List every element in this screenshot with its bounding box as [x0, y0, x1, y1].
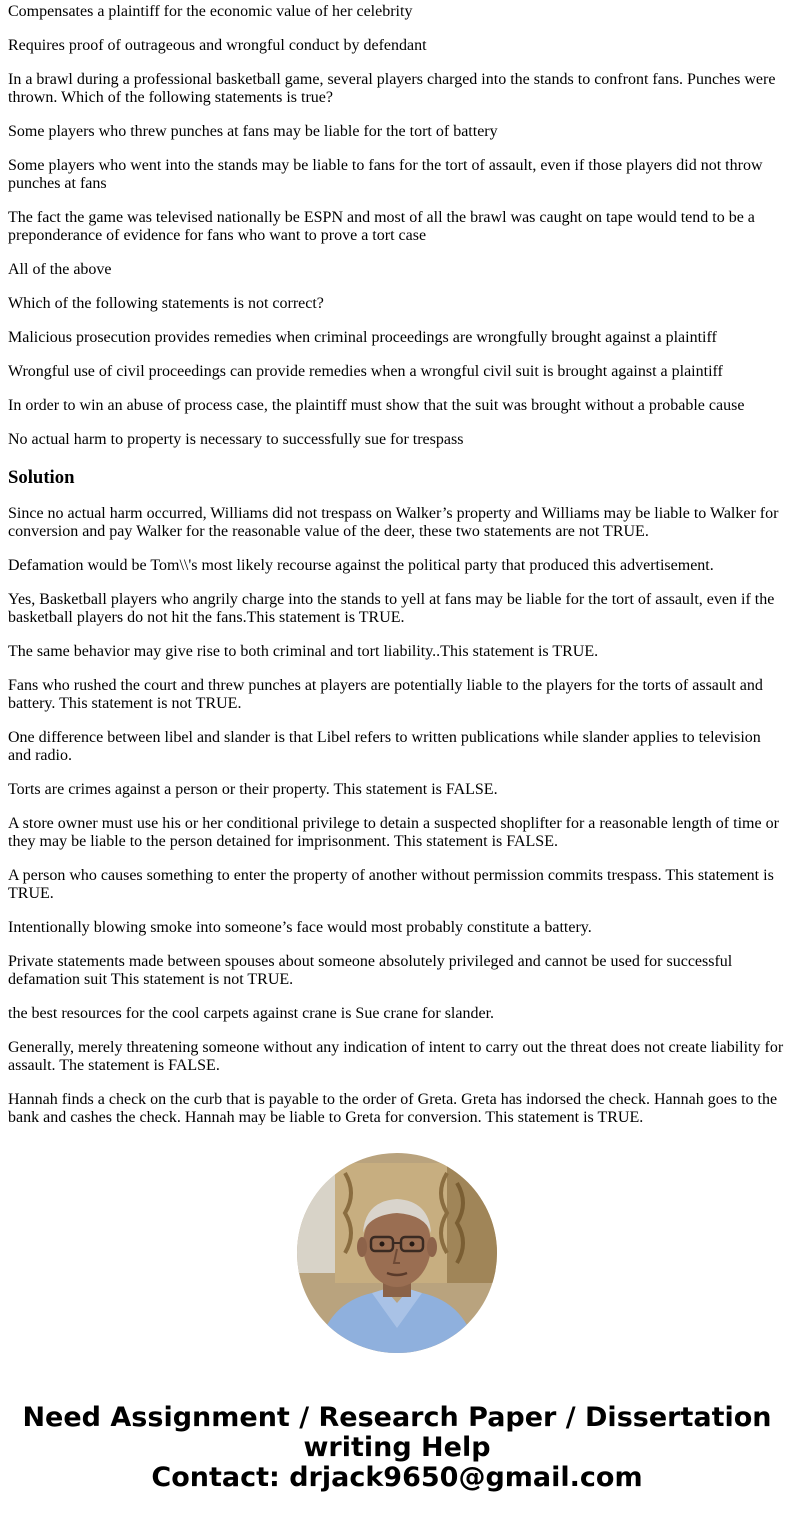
solution-line: Yes, Basketball players who angrily charge into the stands to yell at fans may be liable for the tort of assault, even if the basketball players do not hit the fans.This statement is TRUE. [8, 591, 775, 626]
solution-line: Torts are crimes against a person or their property. This statement is FALSE. [8, 781, 498, 798]
solution-line: Hannah finds a check on the curb that is payable to the order of Greta. Greta has indorsed the check. Hannah goes to the bank and cashes the check. Hannah may be liable to Greta for conversion. This statement is TRUE. [8, 1091, 778, 1125]
solution-line: Generally, merely threatening someone without any indication of intent to carry out the threat does not create liability for assault. The statement is FALSE. [8, 1039, 784, 1074]
question-line: No actual harm to property is necessary to successfully sue for trespass [8, 431, 464, 448]
question-line: Compensates a plaintiff for the economic value of her celebrity [8, 3, 413, 20]
question-line: All of the above [8, 261, 112, 278]
question-line: Wrongful use of civil proceedings can provide remedies when a wrongful civil suit is brought against a plaintiff [8, 363, 723, 380]
promo-contact: Contact: drjack9650@gmail.com [151, 1462, 643, 1493]
question-line: Some players who went into the stands may be liable to fans for the tort of assault, even if those players did not throw punches at fans [8, 157, 763, 192]
question-line: The fact the game was televised nationally be ESPN and most of all the brawl was caught on tape would tend to be a preponderance of evidence for fans who want to prove a tort case [8, 209, 755, 244]
question-line: Some players who threw punches at fans may be liable for the tort of battery [8, 123, 498, 140]
author-photo [297, 1153, 497, 1353]
solution-line: Intentionally blowing smoke into someone’s face would most probably constitute a battery. [8, 919, 592, 936]
solution-heading: Solution [8, 467, 75, 488]
solution-line: One difference between libel and slander is that Libel refers to written publications while slander applies to television and radio. [8, 729, 761, 764]
article-content [8, 0, 786, 1125]
question-line: Requires proof of outrageous and wrongful conduct by defendant [8, 37, 427, 54]
solution-line: A store owner must use his or her conditional privilege to detain a suspected shoplifter for a reasonable length of time or they may be liable to the person detained for imprisonment. This statement is FALSE. [8, 815, 779, 850]
author-avatar [297, 1153, 497, 1353]
question-line: Which of the following statements is not correct? [8, 295, 324, 312]
question-line: In a brawl during a professional basketball game, several players charged into the stands to confront fans. Punches were thrown. Which of the following statements is true? [8, 71, 776, 106]
solution-line: Defamation would be Tom\\'s most likely recourse against the political party that produced this advertisement. [8, 557, 714, 574]
solution-line: the best resources for the cool carpets against crane is Sue crane for slander. [8, 1005, 495, 1022]
solution-line: A person who causes something to enter the property of another without permission commits trespass. This statement is TRUE. [8, 867, 774, 902]
solution-line: The same behavior may give rise to both criminal and tort liability..This statement is TRUE. [8, 643, 599, 660]
solution-line: Fans who rushed the court and threw punches at players are potentially liable to the players for the torts of assault and battery. This statement is not TRUE. [8, 677, 763, 712]
question-line: In order to win an abuse of process case, the plaintiff must show that the suit was brought without a probable cause [8, 397, 745, 414]
promo-banner [0, 1403, 794, 1493]
promo-line: writing Help [303, 1432, 491, 1463]
solution-line: Private statements made between spouses about someone absolutely privileged and cannot be used for successful defamation suit This statement is not TRUE. [8, 953, 733, 988]
solution-line: Since no actual harm occurred, Williams did not trespass on Walker’s property and Williams may be liable to Walker for conversion and pay Walker for the reasonable value of the deer, these two statements are not TRUE. [8, 505, 779, 540]
promo-line: Need Assignment / Research Paper / Dissertation [22, 1402, 772, 1433]
question-line: Malicious prosecution provides remedies when criminal proceedings are wrongfully brought against a plaintiff [8, 329, 717, 346]
